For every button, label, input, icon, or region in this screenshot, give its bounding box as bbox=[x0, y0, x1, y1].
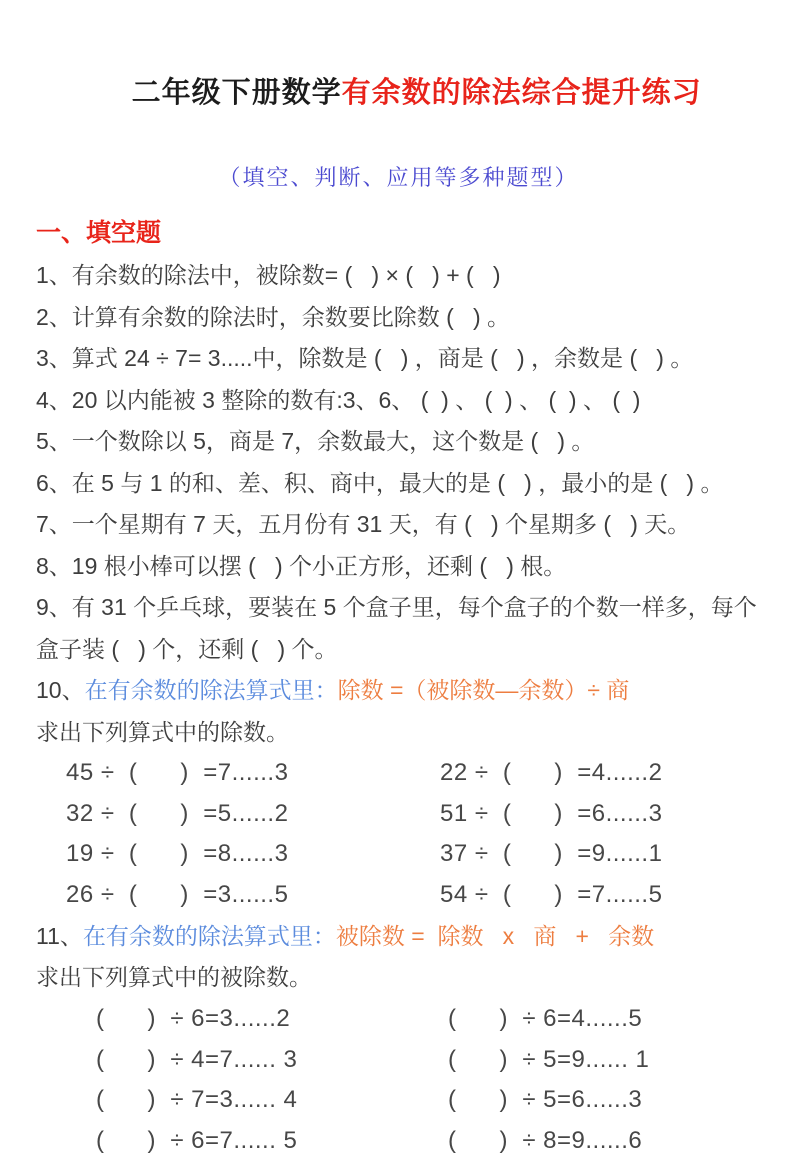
equation-dividend: ( ) ÷ 6=4......5 bbox=[448, 1004, 643, 1032]
equation-divisor: 51 ÷ ( ) =6......3 bbox=[440, 799, 663, 827]
title-course: 二年级下册数学 bbox=[131, 77, 342, 109]
section-heading-fill-in: 一、填空题 bbox=[36, 219, 162, 247]
equation-dividend: ( ) ÷ 7=3...... 4 bbox=[96, 1086, 298, 1114]
equation-divisor: 45 ÷ ( ) =7......3 bbox=[66, 759, 289, 786]
equation-divisor: 19 ÷ ( ) =8......3 bbox=[66, 840, 289, 868]
question-6: 6、在 5 与 1 的和、差、积、商中，最大的是 ( ) ，最小的是 ( ) 。 bbox=[36, 469, 724, 496]
question-11-formula: 被除数 = 除数 x 商 + 余数 bbox=[335, 922, 655, 949]
question-10 bbox=[36, 670, 761, 712]
question-11-clause: 在有余数的除法算式里： bbox=[82, 922, 336, 949]
question-2: 2、计算有余数的除法时，余数要比除数 ( ) 。 bbox=[36, 303, 511, 330]
page-title bbox=[36, 36, 761, 150]
question-10-equations bbox=[36, 753, 761, 916]
question-7: 7、一个星期有 7 天，五月份有 31 天，有 ( ) 个星期多 ( ) 天。 bbox=[36, 511, 691, 537]
equation-divisor: 37 ÷ ( ) =9......1 bbox=[440, 840, 663, 868]
equation-divisor: 22 ÷ ( ) =4......2 bbox=[440, 759, 663, 786]
question-10-formula: 除数 =（被除数—余数）÷ 商 bbox=[337, 677, 630, 703]
question-list bbox=[36, 255, 761, 1162]
subtitle: （填空、判断、应用等多种题型） bbox=[218, 165, 579, 190]
title-topic: 有余数的除法综合提升练习 bbox=[341, 77, 702, 109]
question-10-instruction: 求出下列算式中的除数。 bbox=[36, 718, 289, 745]
question-9: 9、有 31 个乒乓球，要装在 5 个盒子里，每个盒子的个数一样多，每个盒子装 ( ) 个，还剩 ( ) 个。 bbox=[36, 594, 757, 662]
equation-dividend: ( ) ÷ 6=3......2 bbox=[96, 1004, 291, 1032]
question-10-number: 10、 bbox=[36, 677, 85, 703]
equation-dividend: ( ) ÷ 5=9...... 1 bbox=[448, 1045, 650, 1073]
question-8: 8、19 根小棒可以摆 ( ) 个小正方形，还剩 ( ) 根。 bbox=[36, 552, 567, 579]
question-5: 5、一个数除以 5，商是 7，余数最大，这个数是 ( ) 。 bbox=[36, 428, 595, 454]
question-4: 4、20 以内能被 3 整除的数有:3、6、 ( ) 、 ( ) 、 ( ) 、 ( ) bbox=[36, 386, 641, 413]
question-1: 1、有余数的除法中，被除数= ( ) × ( ) + ( ) bbox=[36, 262, 501, 288]
equation-divisor: 54 ÷ ( ) =7......5 bbox=[440, 881, 663, 909]
equation-divisor: 32 ÷ ( ) =5......2 bbox=[66, 799, 289, 827]
question-10-clause: 在有余数的除法算式里： bbox=[84, 677, 338, 703]
question-11-equations bbox=[36, 999, 761, 1162]
question-11 bbox=[36, 916, 761, 958]
question-3: 3、算式 24 ÷ 7= 3.....中，除数是 ( ) ，商是 ( ) ，余数是 ( ) 。 bbox=[36, 345, 694, 371]
equation-dividend: ( ) ÷ 6=7...... 5 bbox=[96, 1126, 298, 1154]
equation-dividend: ( ) ÷ 5=6......3 bbox=[448, 1086, 643, 1114]
equation-dividend: ( ) ÷ 4=7...... 3 bbox=[96, 1045, 298, 1073]
equation-divisor: 26 ÷ ( ) =3......5 bbox=[66, 881, 289, 909]
question-11-instruction: 求出下列算式中的被除数。 bbox=[36, 964, 312, 991]
question-11-number: 11、 bbox=[36, 922, 83, 949]
equation-dividend: ( ) ÷ 8=9......6 bbox=[448, 1126, 643, 1154]
